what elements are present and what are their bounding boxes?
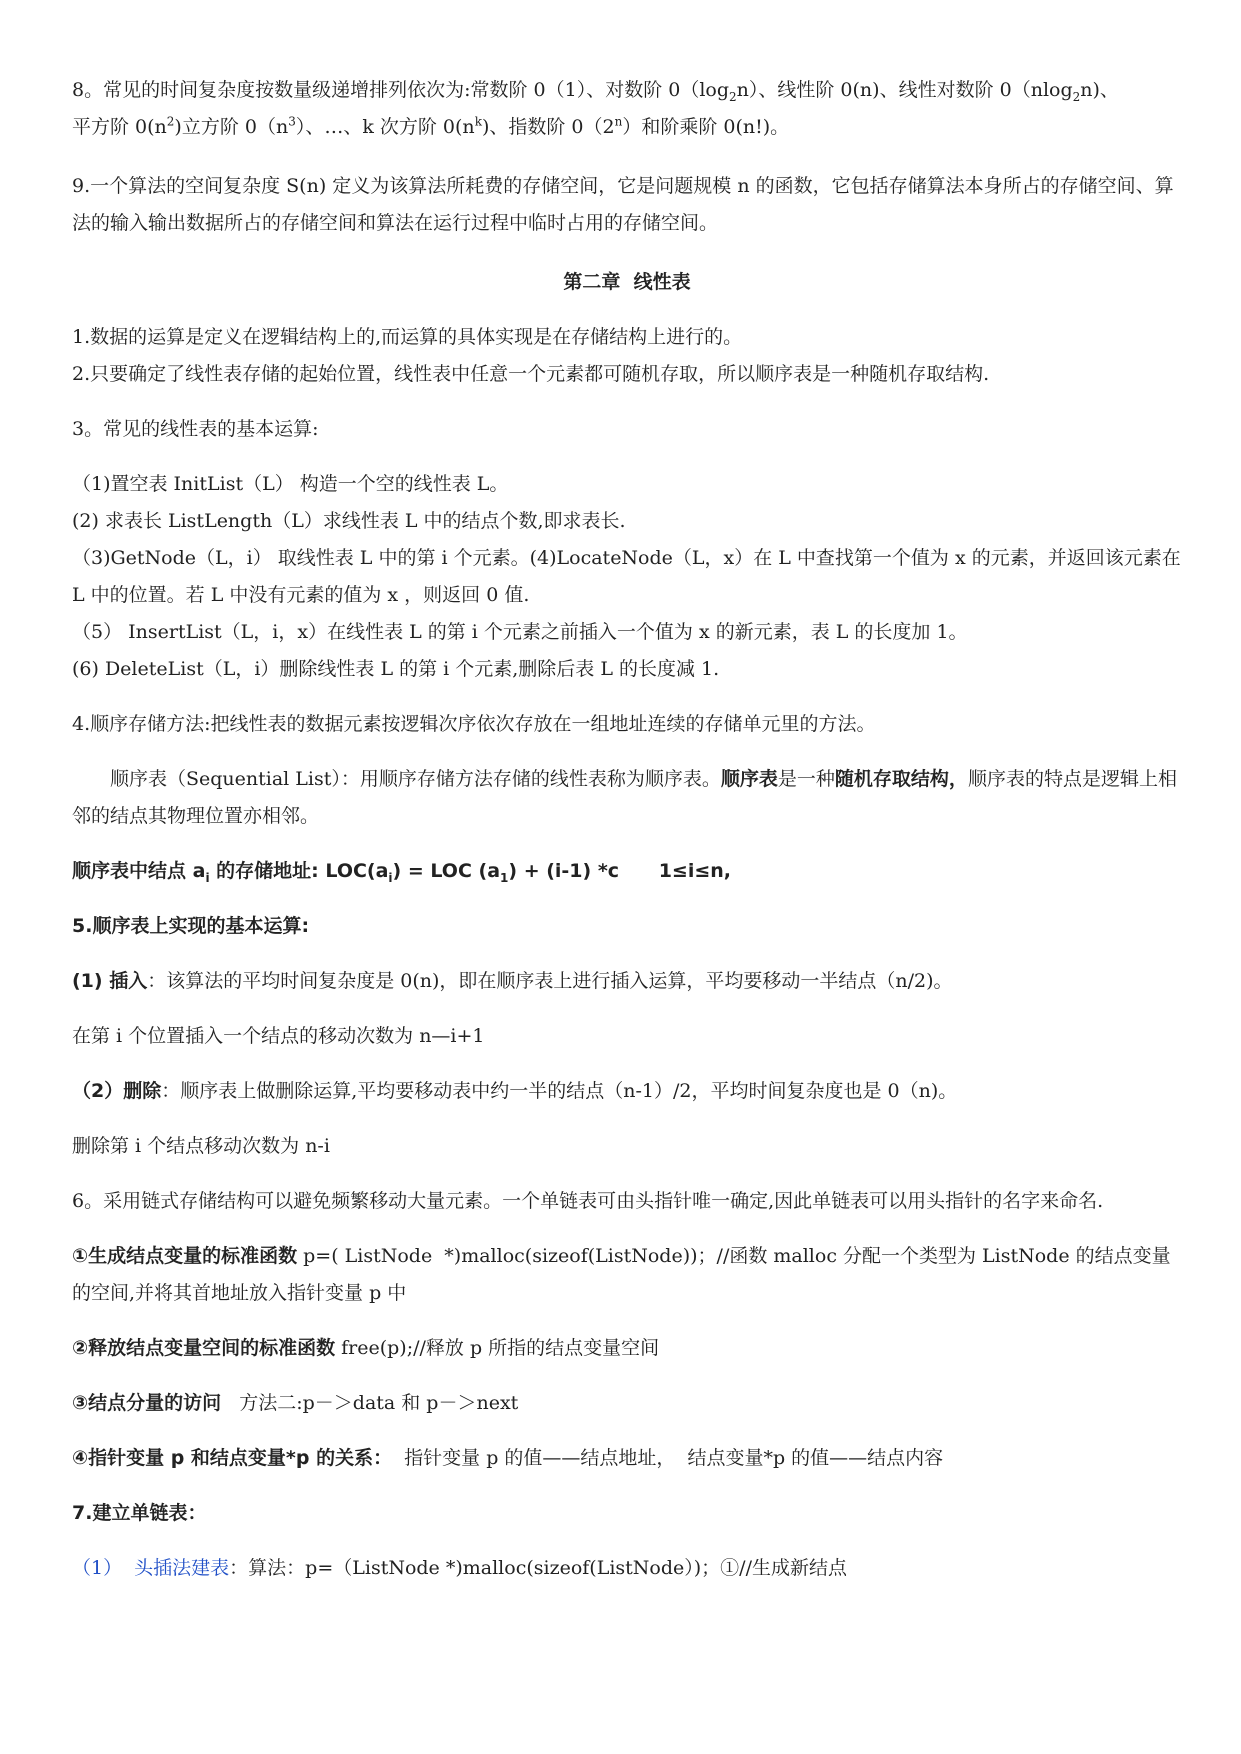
item-4: 4.顺序存储方法:把线性表的数据元素按逻辑次序依次存放在一组地址连续的存储单元里的方法。 xyxy=(72,713,876,735)
text: p=( ListNode *)malloc(sizeof(ListNode))；//函数 malloc 分配一个类型为 ListNode 的结点变量的空间,并将其首地址放入指针变量 p 中 xyxy=(72,1245,1171,1304)
bold-term: 顺序表 xyxy=(720,768,778,790)
superscript: 3 xyxy=(288,114,296,129)
superscript: n xyxy=(614,114,623,129)
head-insert-paragraph xyxy=(72,1550,1182,1587)
text: ）和阶乘阶 0(n!)。 xyxy=(622,116,790,138)
operation-5: （5） InsertList（L，i，x）在线性表 L 的第 i 个元素之前插入一个值为 x 的新元素，表 L 的长度加 1。 xyxy=(72,621,968,643)
subscript: 2 xyxy=(1072,89,1081,104)
subscript: i xyxy=(388,870,393,885)
insert-move-count: 在第 i 个位置插入一个结点的移动次数为 n—i+1 xyxy=(72,1025,485,1047)
text: 方法二:p－＞data 和 p－＞next xyxy=(221,1392,519,1414)
bold-term: ①生成结点变量的标准函数 xyxy=(72,1245,298,1267)
bold-term: ④指针变量 p 和结点变量*p 的关系： xyxy=(72,1447,393,1469)
text: ) + (i-1) *c 1≤i≤n, xyxy=(508,860,732,882)
paragraph-8 xyxy=(72,72,1182,146)
text: 是一种 xyxy=(777,768,835,790)
step-2 xyxy=(72,1330,1182,1367)
superscript: k xyxy=(474,114,482,129)
bold-term: 随机存取结构， xyxy=(834,768,968,790)
text: 指针变量 p 的值——结点地址， 结点变量*p 的值——结点内容 xyxy=(392,1447,944,1469)
text: ：顺序表上做删除运算,平均要移动表中约一半的结点（n-1）/2，平均时间复杂度也是 0（n)。 xyxy=(161,1080,958,1102)
chapter-title: 第二章 线性表 xyxy=(563,271,691,293)
item-7: 7.建立单链表： xyxy=(72,1502,207,1524)
text: ：该算法的平均时间复杂度是 0(n)，即在顺序表上进行插入运算，平均要移动一半结点（n/2)。 xyxy=(147,970,953,992)
text: 平方阶 0(n xyxy=(72,116,167,138)
text: 顺序表的特点是逻辑上相邻的结点其物理位置亦相邻。 xyxy=(72,768,1177,827)
subscript: i xyxy=(205,870,210,885)
delete-move-count: 删除第 i 个结点移动次数为 n-i xyxy=(72,1135,330,1157)
step-4 xyxy=(72,1440,1182,1477)
paragraph-9: 9.一个算法的空间复杂度 S(n) 定义为该算法所耗费的存储空间，它是问题规模 n 的函数，它包括存储算法本身所占的存储空间、算法的输入输出数据所占的存储空间和算法在运行过程中临时占用的存储空间。 xyxy=(72,175,1174,234)
insert-paragraph xyxy=(72,963,1182,1000)
text: )、指数阶 0（2 xyxy=(481,116,615,138)
text: ：算法：p=（ListNode *)malloc(sizeof(ListNode）)；①//生成新结点 xyxy=(229,1557,847,1579)
bold-term: （2）删除 xyxy=(72,1080,162,1102)
text: 顺序表（Sequential List）：用顺序存储方法存储的线性表称为顺序表。 xyxy=(110,768,721,790)
operation-1: （1)置空表 InitList（L） 构造一个空的线性表 L。 xyxy=(72,473,509,495)
bold-term: ②释放结点变量空间的标准函数 xyxy=(72,1337,336,1359)
item-2: 2.只要确定了线性表存储的起始位置，线性表中任意一个元素都可随机存取，所以顺序表是一种随机存取结构. xyxy=(72,363,990,385)
document-page xyxy=(72,72,1187,1587)
bold-term: ③结点分量的访问 xyxy=(72,1392,222,1414)
operation-2: (2) 求表长 ListLength（L）求线性表 L 中的结点个数,即求表长. xyxy=(72,510,626,532)
text: n）、线性阶 0(n)、线性对数阶 0（nlog xyxy=(736,79,1073,101)
superscript: 2 xyxy=(166,114,175,129)
item-3: 3。常见的线性表的基本运算: xyxy=(72,418,319,440)
text: 顺序表中结点 a xyxy=(72,860,206,882)
operation-3-4: （3)GetNode（L，i） 取线性表 L 中的第 i 个元素。(4)LocateNode（L，x）在 L 中查找第一个值为 x 的元素，并返回该元素在 L 中的位置。若 L 中没有元素的值为 x ，则返回 0 值. xyxy=(72,547,1187,606)
operation-6: (6) DeleteList（L，i）删除线性表 L 的第 i 个元素,删除后表 L 的长度减 1. xyxy=(72,658,720,680)
text: ）、…、k 次方阶 0(n xyxy=(295,116,475,138)
text: n)、 xyxy=(1080,79,1119,101)
text: ) = LOC (a xyxy=(392,860,501,882)
bold-term: (1) 插入 xyxy=(72,970,148,992)
item-5: 5.顺序表上实现的基本运算: xyxy=(72,915,310,937)
item-6: 6。采用链式存储结构可以避免频繁移动大量元素。一个单链表可由头指针唯一确定,因此单链表可以用头指针的名字来命名. xyxy=(72,1190,1104,1212)
step-1 xyxy=(72,1238,1182,1312)
blue-term: （1） 头插法建表 xyxy=(72,1557,230,1579)
text: 的存储地址: LOC(a xyxy=(209,860,389,882)
address-formula xyxy=(72,853,1182,890)
item-1: 1.数据的运算是定义在逻辑结构上的,而运算的具体实现是在存储结构上进行的。 xyxy=(72,326,743,348)
subscript: 2 xyxy=(729,89,737,104)
text: )立方阶 0（n xyxy=(174,116,289,138)
sequential-list-paragraph xyxy=(72,761,1182,835)
text: 8。常见的时间复杂度按数量级递增排列依次为:常数阶 0（1）、对数阶 0（log xyxy=(72,79,730,101)
text: free(p);//释放 p 所指的结点变量空间 xyxy=(335,1337,660,1359)
subscript: 1 xyxy=(500,870,509,885)
delete-paragraph xyxy=(72,1073,1182,1110)
step-3 xyxy=(72,1385,1182,1422)
